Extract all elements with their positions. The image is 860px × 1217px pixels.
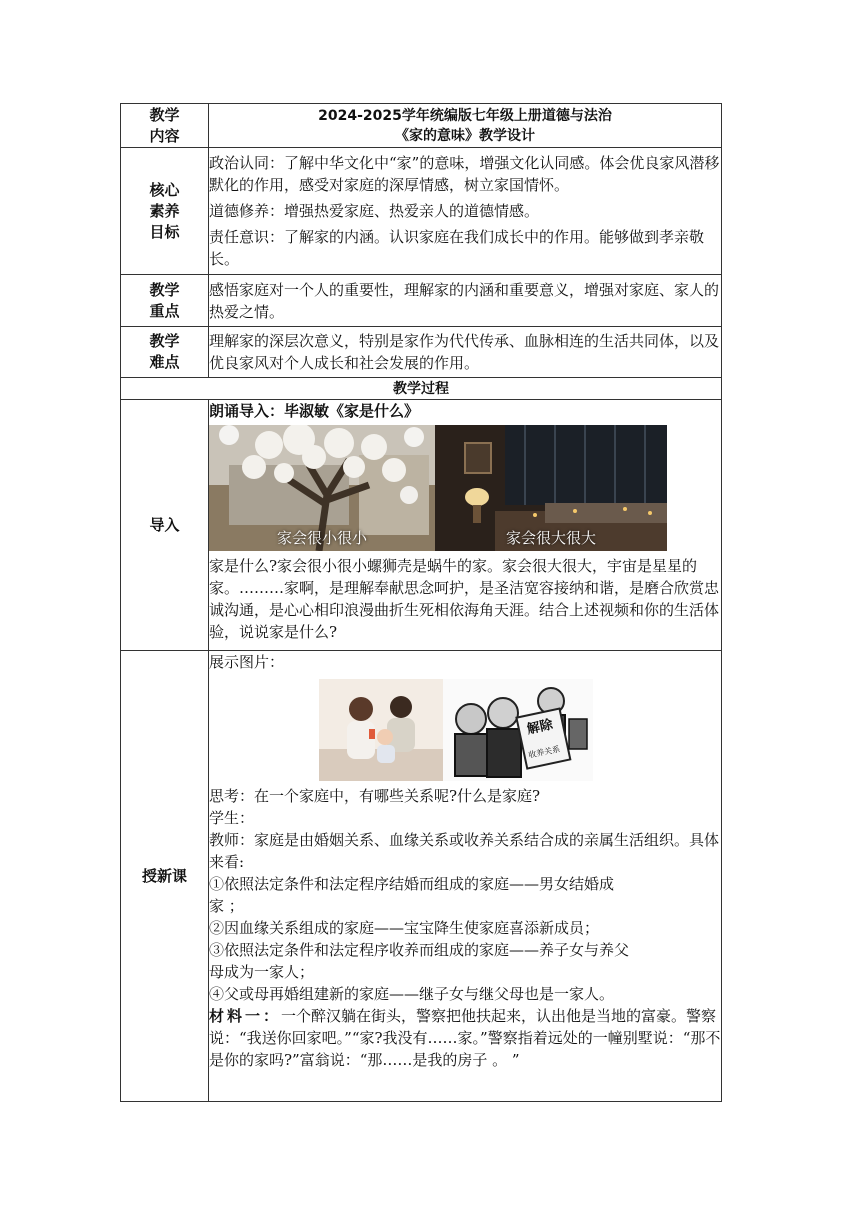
intro-text: 家是什么?家会很小很小螺狮壳是蜗牛的家。家会很大很大，宇宙是星星的家。………家啊，是理解奉献思念呵护，是圣洁宽容接纳和谐，是磨合欣赏忠诚沟通，是心心相印浪漫曲折生死相依海角天涯。结合上述视频和你的生活体验，说说家是什么? — [209, 557, 720, 641]
small-home-image — [209, 425, 435, 551]
student-line: 学生： — [209, 809, 255, 827]
material-one-label: 材料一： — [209, 1007, 282, 1025]
goals-content — [209, 148, 722, 275]
key-points-text: 感悟家庭对一个人的重要性，理解家的内涵和重要意义，增强对家庭、家人的热爱之情。 — [209, 280, 720, 321]
new-lesson-row — [121, 651, 722, 1102]
difficulties-text: 理解家的深层次意义，特别是家作为代代传承、血脉相连的生活共同体，以及优良家风对个人成长和社会发展的作用。 — [209, 332, 720, 372]
key-points-label: 教学 重点 — [149, 280, 180, 320]
big-home-caption: 家会很大很大 — [505, 529, 596, 547]
goals-label-cell — [121, 148, 209, 275]
process-title: 教学过程 — [121, 378, 722, 400]
difficulties-content — [209, 327, 722, 378]
lesson-image-strip — [319, 679, 593, 781]
family-type-item: ②因血缘关系组成的家庭——宝宝降生使家庭喜添新成员； — [209, 919, 600, 937]
material-one-text: 一个醉汉躺在街头，警察把他扶起来，认出他是当地的富豪。警察说：“我送你回家吧。”“家?我没有……家。”警察指着远处的一幢别墅说：“那不是你的家吗?”富翁说：“那……是我的房子 。 ” — [209, 1007, 721, 1069]
goals-row — [121, 148, 722, 275]
intro-label-cell — [121, 400, 209, 651]
page-title: 2024-2025学年统编版七年级上册道德与法治 — [318, 107, 612, 124]
goal-political: 政治认同：了解中华文化中“家”的意味，增强文化认同感。体会优良家风潜移默化的作用，感受对家庭的深厚情感，树立家国情怀。 — [209, 154, 720, 194]
lesson-plan-table — [120, 103, 722, 1102]
big-home-image — [435, 425, 667, 551]
adoption-cartoon-picture — [443, 679, 593, 781]
key-points-label-cell — [121, 275, 209, 327]
goal-moral: 道德修养：增强热爱家庭、热爱亲人的道德情感。 — [209, 202, 540, 220]
difficulties-row — [121, 327, 722, 378]
title-cell — [209, 104, 722, 148]
difficulties-label: 教学 难点 — [149, 332, 180, 371]
header-label: 教学 内容 — [149, 105, 180, 145]
family-type-item: ④父或母再婚组建新的家庭——继子女与继父母也是一家人。 — [209, 985, 615, 1003]
new-lesson-label: 授新课 — [141, 866, 187, 885]
header-row — [121, 104, 722, 148]
material-one — [209, 1005, 721, 1071]
intro-label: 导入 — [149, 515, 180, 534]
process-title-row — [121, 378, 722, 400]
goal-responsibility: 责任意识：了解家的内涵。认识家庭在我们成长中的作用。能够做到孝亲敬长。 — [209, 228, 705, 268]
header-label-cell — [121, 104, 209, 148]
intro-row — [121, 400, 722, 651]
difficulties-label-cell — [121, 327, 209, 378]
family-type-item: ①依照法定条件和法定程序结婚而组成的家庭——男女结婚成 家 ； — [209, 875, 615, 915]
page-subtitle: 《家的意味》教学设计 — [395, 127, 535, 144]
stamp-text-dissolve: 解除 — [525, 717, 555, 738]
key-points-content — [209, 275, 722, 327]
intro-heading: 朗诵导入：毕淑敏《家是什么》 — [209, 402, 420, 420]
new-lesson-content — [209, 651, 722, 1102]
intro-image-strip — [209, 425, 667, 551]
think-question: 思考：在一个家庭中，有哪些关系呢?什么是家庭? — [209, 787, 541, 805]
key-points-row — [121, 275, 722, 327]
goals-label: 核心 素养 目标 — [149, 180, 180, 241]
intro-content — [209, 400, 722, 651]
family-picture — [319, 679, 443, 781]
new-lesson-label-cell — [121, 651, 209, 1102]
stamp-text-adoption: 收养关系 — [527, 744, 561, 760]
family-type-item: ③依照法定条件和法定程序收养而组成的家庭——养子女与养父 母成为一家人； — [209, 941, 630, 981]
small-home-caption: 家会很小很小 — [276, 529, 367, 547]
show-pictures-text: 展示图片： — [209, 653, 285, 671]
teacher-explanation: 教师：家庭是由婚姻关系、血缘关系或收养关系结合成的亲属生活组织。具体来看: — [209, 831, 720, 871]
